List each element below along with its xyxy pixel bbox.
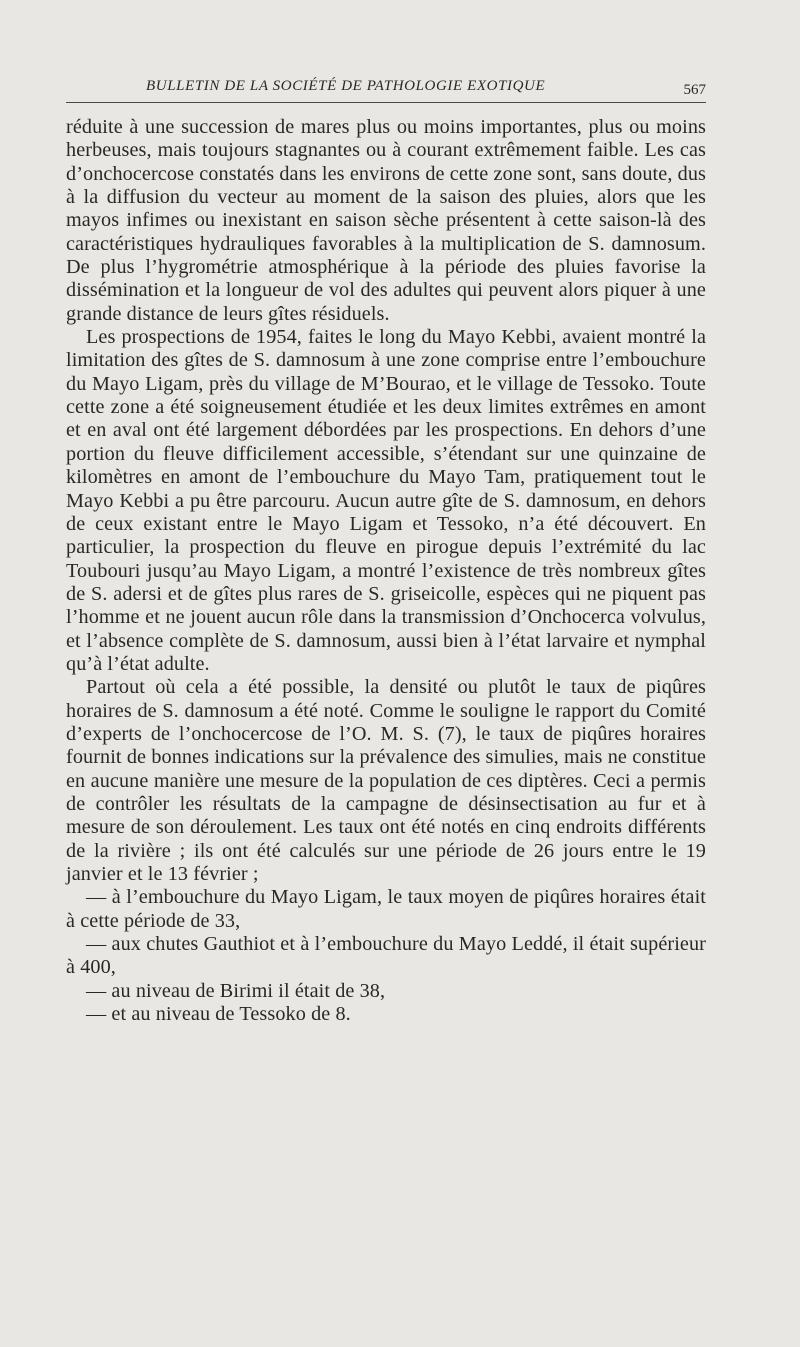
paragraph-3: Partout où cela a été possible, la densité ou plutôt le taux de piqûres horaires de S. damnosum a été noté. Comme le souligne le rapport du Comité d’experts de l’onchocercose de l’O. M. S. (7), le taux de piqûres horaires fournit de bonnes indications sur la prévalence des simulies, mais ne constitue en aucune manière une mesure de la population de ces diptères. Ceci a permis de contrôler les résultats de la campagne de désinsectisation au fur et à mesure de son déroulement. Les taux ont été notés en cinq endroits différents de la rivière ; ils ont été calculés sur une période de 26 jours entre le 19 janvier et le 13 février ; (66, 676, 706, 885)
running-title: BULLETIN DE LA SOCIÉTÉ DE PATHOLOGIE EXOTIQUE (146, 78, 546, 94)
list-item-chutes-gauthiot: — aux chutes Gauthiot et à l’embouchure du Mayo Leddé, il était supérieur à 400, (66, 933, 706, 979)
page-number: 567 (683, 82, 706, 98)
list-item-birimi: — au niveau de Birimi il était de 38, (86, 979, 386, 1002)
list-item-tessoko: — et au niveau de Tessoko de 8. (86, 1003, 351, 1026)
header-rule (66, 102, 706, 103)
running-header (66, 70, 706, 110)
body-text (66, 116, 706, 1026)
paragraph-2: Les prospections de 1954, faites le long du Mayo Kebbi, avaient montré la limitation des gîtes de S. damnosum à une zone comprise entre l’embouchure du Mayo Ligam, près du village de M’Bourao, et le village de Tessoko. Toute cette zone a été soigneusement étudiée et les deux limites extrêmes en amont et en aval ont été largement débordées par les prospections. En dehors d’une portion du fleuve difficilement accessible, s’étendant sur une quinzaine de kilomètres en amont de l’embouchure du Mayo Tam, pratiquement tout le Mayo Kebbi a pu être parcouru. Aucun autre gîte de S. damnosum, en dehors de ceux existant entre le Mayo Ligam et Tessoko, n’a été découvert. En particulier, la prospection du fleuve en pirogue depuis l’extrémité du lac Toubouri jusqu’au Mayo Ligam, a montré l’existence de très nombreux gîtes de S. adersi et de gîtes plus rares de S. griseicolle, espèces qui ne piquent pas l’homme et ne jouent aucun rôle dans la transmission d’Onchocerca volvulus, et l’absence complète de S. damnosum, aussi bien à l’état larvaire et nymphal qu’à l’état adulte. (66, 326, 706, 675)
paragraph-1: réduite à une succession de mares plus ou moins importantes, plus ou moins herbeuses, mais toujours stagnantes ou à courant extrêmement faible. Les cas d’onchocercose constatés dans les environs de cette zone sont, sans doute, dus à la diffusion du vecteur au moment de la saison des pluies, alors que les mayos infimes ou inexistant en saison sèche présentent à cette saison-là des caractéristiques hydrauliques favorables à la multiplication de S. damnosum. De plus l’hygrométrie atmosphérique à la période des pluies favorise la dissémination et la longueur de vol des adultes qui peuvent alors piquer à une grande distance de leurs gîtes résiduels. (66, 116, 706, 325)
list-item-mayo-ligam: — à l’embouchure du Mayo Ligam, le taux moyen de piqûres horaires était à cette période de 33, (66, 886, 706, 932)
